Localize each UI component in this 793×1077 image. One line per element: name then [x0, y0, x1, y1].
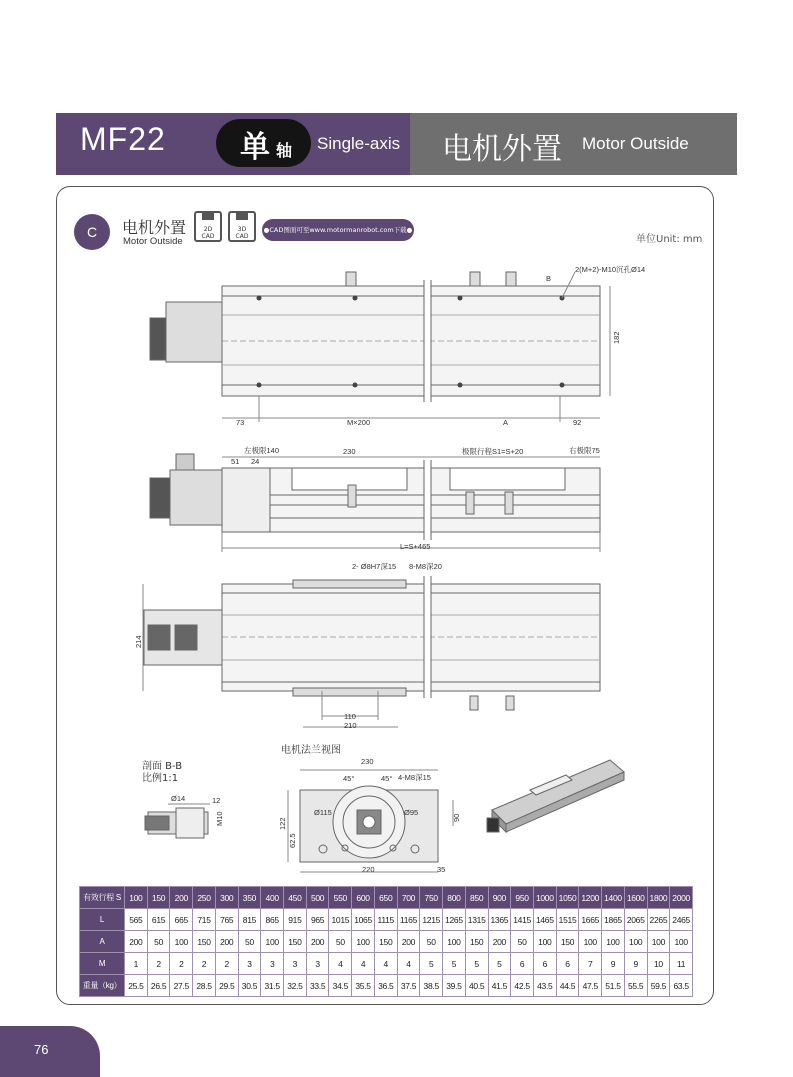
- table-cell: 3: [261, 953, 284, 975]
- table-cell: 26.5: [147, 975, 170, 997]
- flange-d95: Ø95: [404, 808, 419, 817]
- row-header: A: [80, 931, 125, 953]
- dim-110: 110: [344, 712, 356, 721]
- table-cell: 1050: [556, 887, 579, 909]
- cad-download-link[interactable]: ●CAD图面可至www.motormanrobot.com下载●: [262, 219, 414, 241]
- left-limit: 左极限140: [244, 446, 280, 455]
- table-cell: 615: [147, 909, 170, 931]
- table-cell: 5: [488, 953, 511, 975]
- table-cell: 9: [602, 953, 625, 975]
- table-cell: 51.5: [602, 975, 625, 997]
- table-cell: 4: [352, 953, 375, 975]
- table-cell: 650: [374, 887, 397, 909]
- dim-d14: Ø14: [171, 794, 186, 803]
- flange-dim-625: 62.5: [288, 833, 297, 848]
- table-cell: 100: [533, 931, 556, 953]
- table-cell: 600: [352, 887, 375, 909]
- table-cell: 565: [125, 909, 148, 931]
- table-cell: 4: [329, 953, 352, 975]
- table-cell: 100: [579, 931, 602, 953]
- thread-note: 8-M8深20: [409, 562, 442, 571]
- table-cell: 3: [238, 953, 261, 975]
- table-cell: 25.5: [125, 975, 148, 997]
- flange-dim-35: 35: [437, 865, 446, 874]
- section-bb-drawing: [145, 804, 210, 838]
- model-title: MF22: [80, 121, 166, 157]
- pin-note: 2- Ø8H7深15: [352, 562, 397, 571]
- dim-92: 92: [573, 418, 582, 427]
- table-cell: 900: [488, 887, 511, 909]
- angle-a: 45°: [343, 774, 355, 783]
- table-cell: 30.5: [238, 975, 261, 997]
- table-cell: 36.5: [374, 975, 397, 997]
- table-cell: 9: [624, 953, 647, 975]
- section-badge: C: [74, 214, 110, 250]
- table-cell: 300: [215, 887, 238, 909]
- limit-stroke: 极限行程S1=S+20: [462, 447, 524, 456]
- table-cell: 1865: [602, 909, 625, 931]
- table-cell: 100: [125, 887, 148, 909]
- table-cell: 50: [147, 931, 170, 953]
- table-cell: 39.5: [443, 975, 466, 997]
- table-cell: 1215: [420, 909, 443, 931]
- table-cell: 715: [193, 909, 216, 931]
- table-cell: 750: [420, 887, 443, 909]
- table-cell: 31.5: [261, 975, 284, 997]
- dim-24: 24: [251, 457, 260, 466]
- table-cell: 965: [306, 909, 329, 931]
- section-title-en: Motor Outside: [123, 236, 183, 247]
- bottom-view-drawing: [143, 576, 600, 727]
- table-cell: 1115: [374, 909, 397, 931]
- table-cell: 1165: [397, 909, 420, 931]
- section-title-cn: 电机外置: [122, 218, 187, 237]
- table-cell: 1265: [443, 909, 466, 931]
- table-cell: 1065: [352, 909, 375, 931]
- row-header: L: [80, 909, 125, 931]
- dim-m10: M10: [215, 811, 224, 826]
- table-cell: 815: [238, 909, 261, 931]
- table-cell: 40.5: [465, 975, 488, 997]
- table-cell: 200: [488, 931, 511, 953]
- table-cell: 500: [306, 887, 329, 909]
- table-cell: 7: [579, 953, 602, 975]
- right-limit: 右极限75: [569, 446, 600, 455]
- table-cell: 100: [624, 931, 647, 953]
- table-cell: 1665: [579, 909, 602, 931]
- table-cell: 100: [602, 931, 625, 953]
- row-header: 重量（kg）: [80, 975, 125, 997]
- section-bb-scale: 比例1:1: [142, 773, 179, 784]
- table-cell: 27.5: [170, 975, 193, 997]
- table-cell: 150: [556, 931, 579, 953]
- table-cell: 5: [420, 953, 443, 975]
- table-cell: 1015: [329, 909, 352, 931]
- cad-2d-icon[interactable]: 2D CAD: [194, 211, 222, 242]
- spec-table: [79, 886, 693, 997]
- table-cell: 38.5: [420, 975, 443, 997]
- flange-d115: Ø115: [314, 808, 332, 817]
- table-cell: 450: [284, 887, 307, 909]
- row-header: 有效行程 S: [80, 887, 125, 909]
- table-cell: 3: [306, 953, 329, 975]
- table-cell: 1365: [488, 909, 511, 931]
- axis-cn-small: 轴: [276, 141, 293, 160]
- table-cell: 3: [284, 953, 307, 975]
- table-cell: 10: [647, 953, 670, 975]
- table-cell: 400: [261, 887, 284, 909]
- table-cell: 1465: [533, 909, 556, 931]
- table-cell: 950: [511, 887, 534, 909]
- table-cell: 29.5: [215, 975, 238, 997]
- dim-a: A: [503, 418, 509, 427]
- table-cell: 59.5: [647, 975, 670, 997]
- table-cell: 200: [125, 931, 148, 953]
- table-cell: 37.5: [397, 975, 420, 997]
- table-cell: 1600: [624, 887, 647, 909]
- dim-182: 182: [612, 331, 621, 344]
- hole-note: 2(M+2)-M10沉孔Ø14: [575, 265, 646, 274]
- axis-cn-big: 单: [240, 130, 270, 165]
- table-cell: 4: [374, 953, 397, 975]
- table-cell: 200: [397, 931, 420, 953]
- weight-row: [80, 975, 693, 997]
- marker-b: B: [546, 274, 552, 283]
- flange-dim-220: 220: [362, 865, 375, 874]
- dim-51: 51: [231, 457, 240, 466]
- table-cell: 1200: [579, 887, 602, 909]
- table-cell: 100: [670, 931, 693, 953]
- angle-b: 45°: [381, 774, 393, 783]
- table-cell: 350: [238, 887, 261, 909]
- table-cell: 765: [215, 909, 238, 931]
- top-view-drawing: [150, 272, 610, 422]
- flange-dim-90: 90: [452, 813, 461, 822]
- table-cell: 2: [147, 953, 170, 975]
- table-cell: 200: [170, 887, 193, 909]
- table-cell: 34.5: [329, 975, 352, 997]
- flange-thread: 4-M8深15: [398, 773, 431, 782]
- table-cell: 33.5: [306, 975, 329, 997]
- table-cell: 1000: [533, 887, 556, 909]
- dim-230: 230: [343, 447, 356, 456]
- table-cell: 550: [329, 887, 352, 909]
- table-cell: 2: [215, 953, 238, 975]
- table-cell: 2000: [670, 887, 693, 909]
- table-cell: 1800: [647, 887, 670, 909]
- table-cell: 6: [511, 953, 534, 975]
- type-en: Motor Outside: [582, 134, 689, 153]
- table-cell: 2065: [624, 909, 647, 931]
- flange-title: 电机法兰视图: [281, 745, 341, 756]
- table-cell: 915: [284, 909, 307, 931]
- table-cell: 100: [647, 931, 670, 953]
- side-view-drawing: [150, 454, 600, 552]
- table-cell: 6: [533, 953, 556, 975]
- cad-3d-icon[interactable]: 3D CAD: [228, 211, 256, 242]
- table-cell: 35.5: [352, 975, 375, 997]
- table-cell: 865: [261, 909, 284, 931]
- table-cell: 42.5: [511, 975, 534, 997]
- table-cell: 43.5: [533, 975, 556, 997]
- page-number: 76: [34, 1042, 49, 1057]
- table-cell: 1515: [556, 909, 579, 931]
- table-cell: 44.5: [556, 975, 579, 997]
- dim-210: 210: [344, 721, 357, 730]
- table-cell: 250: [193, 887, 216, 909]
- table-cell: 4: [397, 953, 420, 975]
- table-cell: 100: [261, 931, 284, 953]
- table-cell: 1: [125, 953, 148, 975]
- table-cell: 1415: [511, 909, 534, 931]
- dim-m200: M×200: [347, 418, 371, 427]
- table-cell: 800: [443, 887, 466, 909]
- table-cell: 150: [284, 931, 307, 953]
- table-cell: 700: [397, 887, 420, 909]
- table-cell: 150: [147, 887, 170, 909]
- type-cn: 电机外置: [442, 132, 562, 167]
- unit-label: 单位Unit: mm: [636, 234, 703, 245]
- stroke-row: [80, 887, 693, 909]
- a-row: [80, 931, 693, 953]
- table-cell: 50: [420, 931, 443, 953]
- table-cell: 63.5: [670, 975, 693, 997]
- page-tab: [0, 1026, 100, 1077]
- flange-view-drawing: [288, 770, 453, 872]
- table-cell: 28.5: [193, 975, 216, 997]
- table-cell: 11: [670, 953, 693, 975]
- table-cell: 1315: [465, 909, 488, 931]
- table-cell: 32.5: [284, 975, 307, 997]
- table-cell: 5: [465, 953, 488, 975]
- table-cell: 2465: [670, 909, 693, 931]
- table-cell: 665: [170, 909, 193, 931]
- isometric-drawing: [487, 760, 624, 832]
- flange-dim-122: 122: [278, 817, 287, 830]
- length-row: [80, 909, 693, 931]
- table-cell: 150: [374, 931, 397, 953]
- table-cell: 200: [306, 931, 329, 953]
- dim-12: 12: [212, 796, 221, 805]
- axis-en: Single-axis: [317, 134, 401, 153]
- table-cell: 100: [352, 931, 375, 953]
- table-cell: 100: [443, 931, 466, 953]
- section-bb-title: 剖面 B-B: [142, 761, 183, 772]
- length-formula: L=S+465: [400, 542, 431, 551]
- table-cell: 41.5: [488, 975, 511, 997]
- flange-dim-230: 230: [361, 757, 374, 766]
- m-row: [80, 953, 693, 975]
- table-cell: 47.5: [579, 975, 602, 997]
- dim-214: 214: [134, 635, 143, 648]
- table-cell: 200: [215, 931, 238, 953]
- table-cell: 100: [170, 931, 193, 953]
- table-cell: 50: [329, 931, 352, 953]
- table-cell: 1400: [602, 887, 625, 909]
- table-cell: 2: [193, 953, 216, 975]
- table-cell: 150: [465, 931, 488, 953]
- table-cell: 150: [193, 931, 216, 953]
- table-cell: 50: [238, 931, 261, 953]
- table-cell: 850: [465, 887, 488, 909]
- table-cell: 2: [170, 953, 193, 975]
- table-cell: 50: [511, 931, 534, 953]
- table-cell: 5: [443, 953, 466, 975]
- dim-73: 73: [236, 418, 245, 427]
- table-cell: 55.5: [624, 975, 647, 997]
- table-cell: 2265: [647, 909, 670, 931]
- table-cell: 6: [556, 953, 579, 975]
- row-header: M: [80, 953, 125, 975]
